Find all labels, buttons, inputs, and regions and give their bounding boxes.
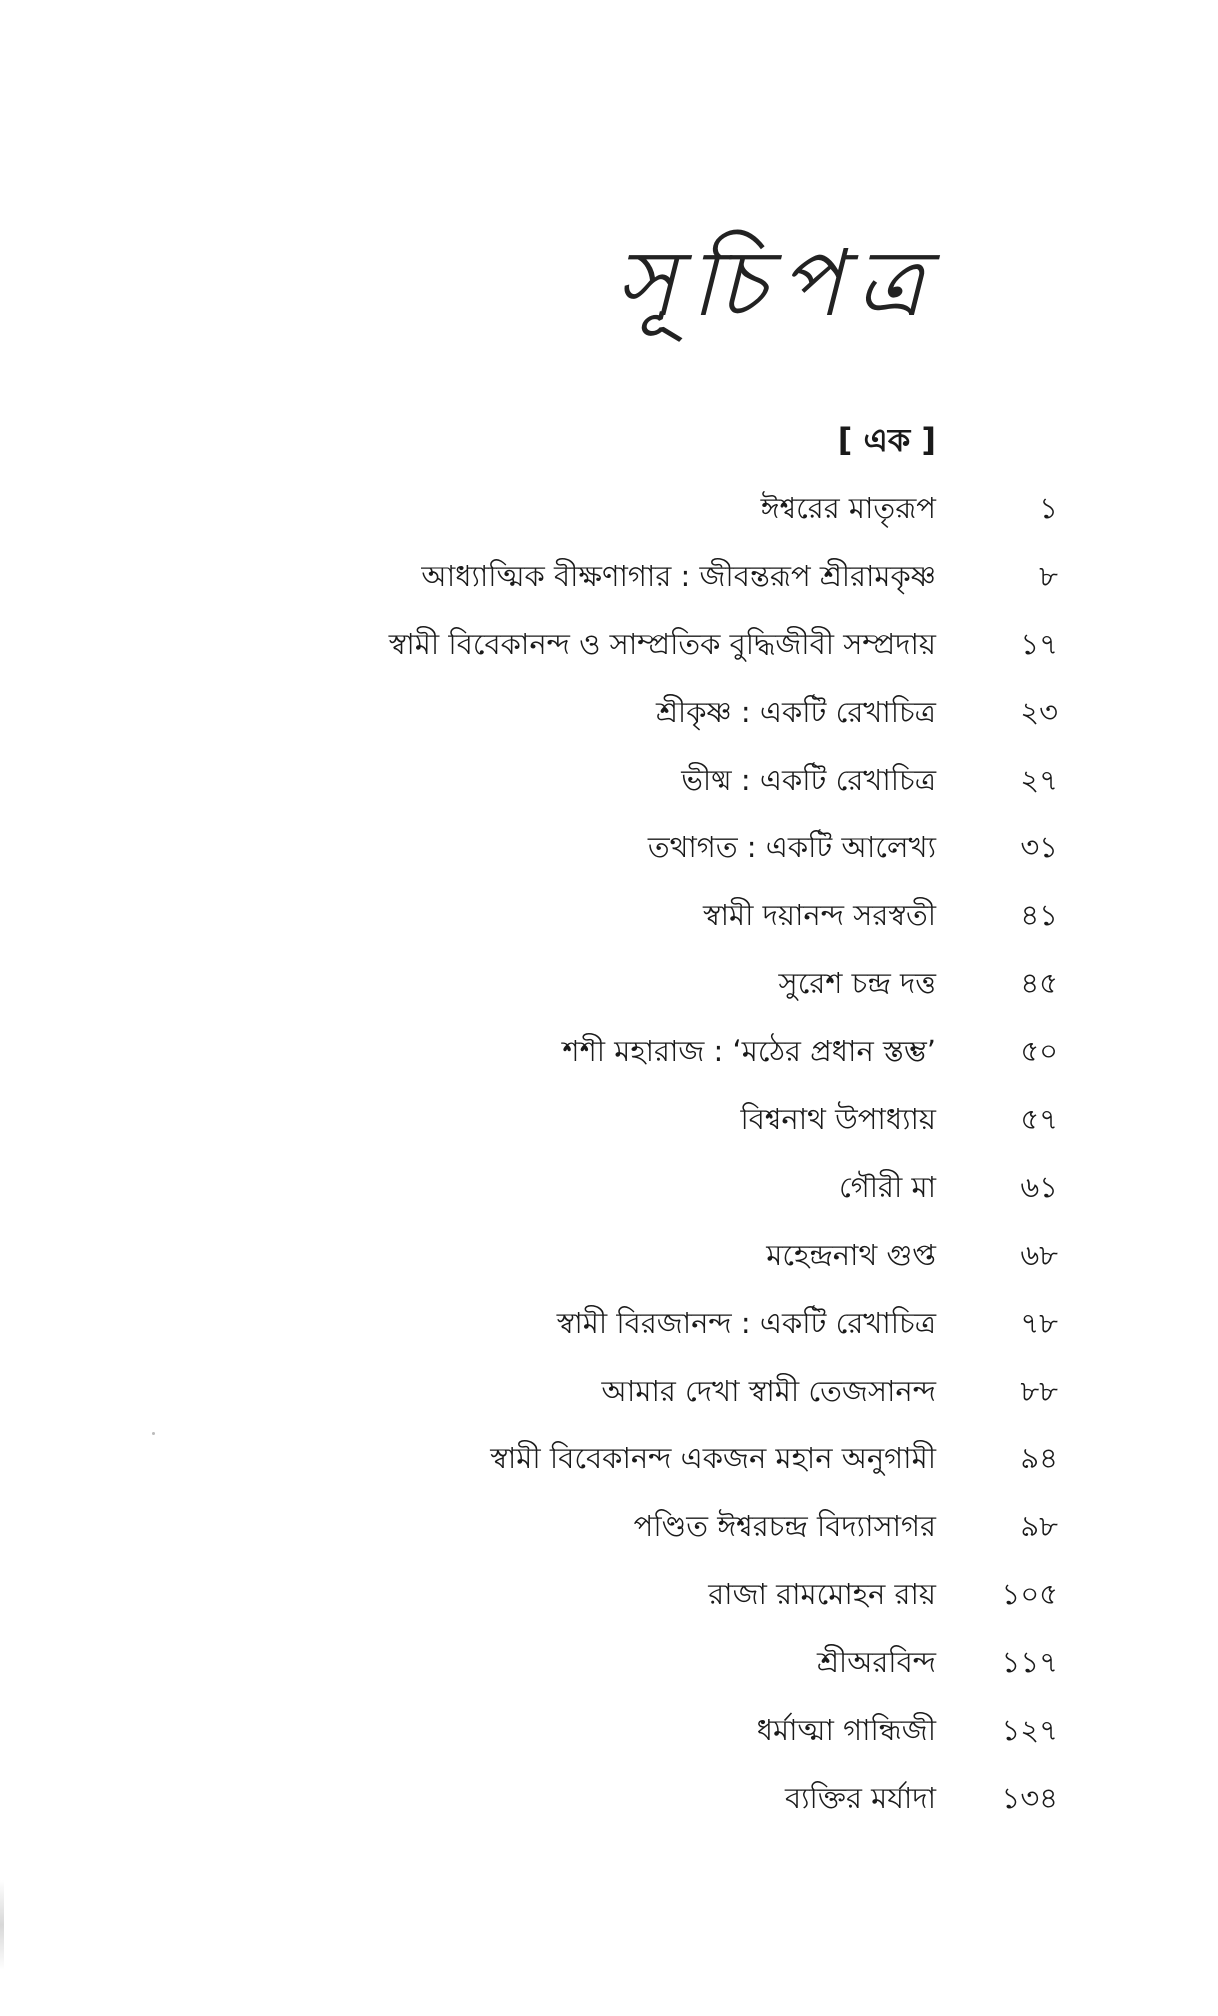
toc-entry-page-number: ৫৭ [1020, 1102, 1058, 1137]
page-edge-shadow [0, 1880, 4, 1970]
toc-entry [0, 624, 1218, 692]
toc-entry-title: তথাগত : একটি আলেখ্য [647, 830, 936, 865]
toc-entry-title: বিশ্বনাথ উপাধ্যায় [740, 1102, 936, 1137]
toc-entry-title: স্বামী বিরজানন্দ : একটি রেখাচিত্র [556, 1305, 936, 1340]
toc-entry-page-number: ৬৮ [1020, 1237, 1058, 1272]
toc-entry-page-number: ২৭ [1020, 762, 1058, 797]
toc-entry-page-number: ৬১ [1020, 1169, 1058, 1204]
toc-entry-page-number: ৪৫ [1020, 966, 1058, 1001]
toc-entry-page-number: ৯৪ [1020, 1441, 1058, 1476]
toc-entry [0, 1167, 1218, 1235]
toc-entry-page-number: ১০৫ [1001, 1577, 1058, 1612]
toc-entry [0, 1099, 1218, 1167]
toc-entry-title: গৌরী মা [838, 1169, 936, 1204]
toc-entry [0, 1506, 1218, 1574]
toc-entry-title: স্বামী দয়ানন্দ সরস্বতী [702, 898, 936, 933]
toc-entry [0, 760, 1218, 828]
toc-entry-title: শ্রীঅরবিন্দ [817, 1645, 936, 1680]
toc-entry-title: রাজা রামমোহন রায় [708, 1577, 936, 1612]
toc-entry [0, 1438, 1218, 1506]
toc-entry-page-number: ৩১ [1020, 830, 1058, 865]
toc-entry [0, 1574, 1218, 1642]
toc-entry-page-number: ৯৮ [1020, 1509, 1058, 1544]
toc-entry [0, 692, 1218, 760]
toc-entry [0, 1710, 1218, 1778]
toc-entry-page-number: ১ [1039, 491, 1058, 525]
scan-speck [152, 1432, 155, 1435]
section-label: [ এক ] [837, 421, 936, 459]
toc-entry-page-number: ২৩ [1020, 694, 1058, 729]
toc-entry-title: শ্রীকৃষ্ণ : একটি রেখাচিত্র [656, 694, 936, 729]
toc-entry-title: আমার দেখা স্বামী তেজসানন্দ [601, 1373, 936, 1408]
toc-entry [0, 1031, 1218, 1099]
toc-entry [0, 1235, 1218, 1303]
toc-entry [0, 827, 1218, 895]
toc-entry [0, 1642, 1218, 1710]
toc-entry-title: ধর্মাত্মা গান্ধিজী [756, 1713, 936, 1748]
toc-entry-page-number: ১৭ [1020, 626, 1058, 661]
toc-entry-page-number: ১১৭ [1001, 1645, 1058, 1680]
toc-entry-title: স্বামী বিবেকানন্দ একজন মহান অনুগামী [490, 1441, 936, 1476]
toc-entry [0, 556, 1218, 624]
toc-entry-title: স্বামী বিবেকানন্দ ও সাম্প্রতিক বুদ্ধিজীবী সম্প্রদায় [388, 626, 936, 661]
toc-entry [0, 1371, 1218, 1439]
toc-entry-title: পণ্ডিত ঈশ্বরচন্দ্র বিদ্যাসাগর [633, 1509, 936, 1544]
toc-entry [0, 1303, 1218, 1371]
page-title: সূচিপত্র [615, 230, 938, 337]
toc-entry-page-number: ১৩৪ [1001, 1780, 1058, 1815]
toc-entry [0, 1778, 1218, 1846]
toc-entry-title: আধ্যাত্মিক বীক্ষণাগার : জীবন্তরূপ শ্রীরামকৃষ্ণ [421, 558, 936, 593]
toc-entry-title: ঈশ্বরের মাতৃরূপ [760, 491, 936, 525]
toc-entry-title: মহেন্দ্রনাথ গুপ্ত [766, 1237, 936, 1272]
toc-entry-page-number: ৮৮ [1020, 1373, 1058, 1408]
toc-entry-page-number: ১২৭ [1001, 1713, 1058, 1748]
toc-entry [0, 963, 1218, 1031]
toc-entry-title: শশী মহারাজ : ‘মঠের প্রধান স্তম্ভ’ [562, 1034, 936, 1069]
toc-entry-title: সুরেশ চন্দ্র দত্ত [778, 966, 936, 1001]
toc-entry-page-number: ৪১ [1020, 898, 1058, 933]
toc-entry-page-number: ৮ [1039, 558, 1058, 593]
toc-entry-page-number: ৫০ [1020, 1034, 1058, 1069]
toc-entry [0, 488, 1218, 556]
toc-entry-title: ব্যক্তির মর্যাদা [784, 1780, 936, 1815]
toc-entry-page-number: ৭৮ [1020, 1305, 1058, 1340]
toc-entry [0, 895, 1218, 963]
toc-entry-title: ভীষ্ম : একটি রেখাচিত্র [681, 762, 936, 797]
table-of-contents [0, 488, 1218, 1846]
